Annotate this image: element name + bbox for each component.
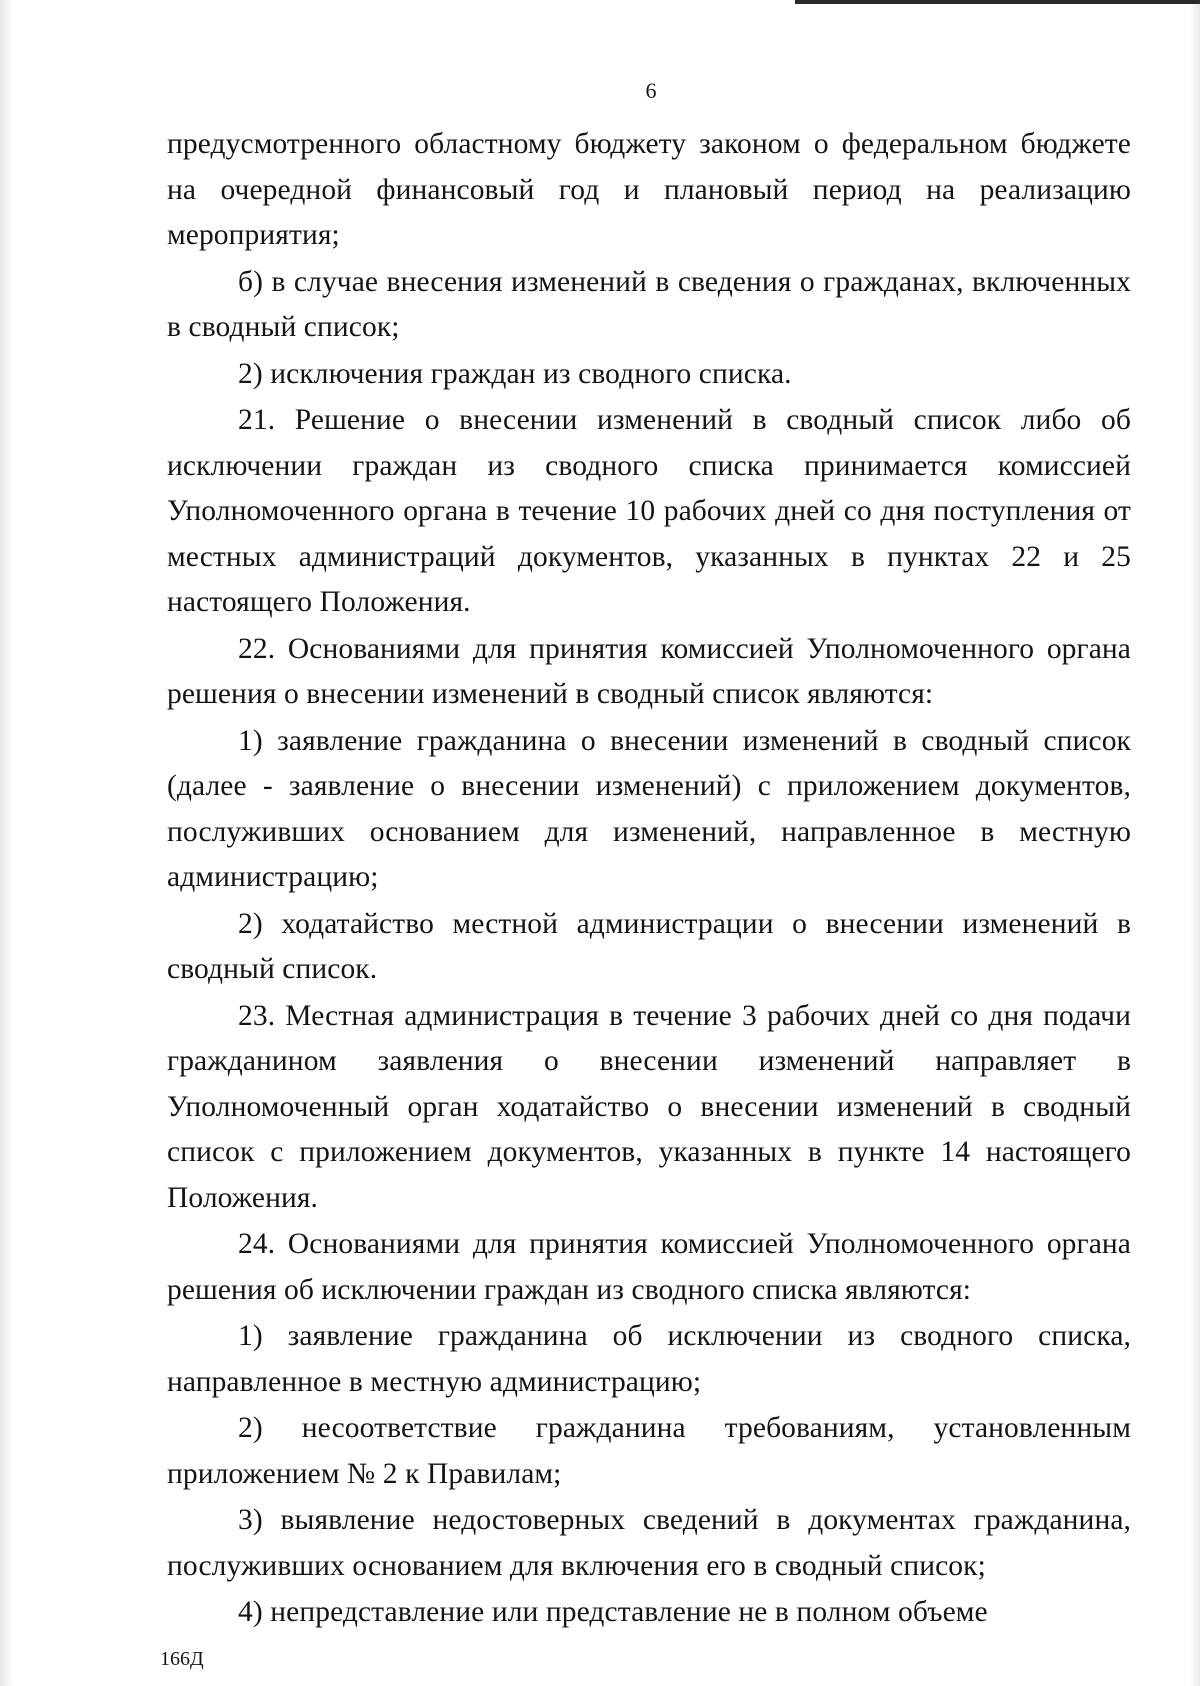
top-rule (795, 0, 1200, 4)
paragraph: 4) непредставление или представление не в полном объеме (238, 1596, 988, 1628)
scan-edge-left (0, 0, 14, 1686)
paragraph: 2) несоответствие гражданина требованиям, установленным приложением № 2 к Правилам; (167, 1412, 1131, 1490)
paragraph: 24. Основаниями для принятия комиссией Уполномоченного органа решения об исключении граждан из сводного списка являются: (167, 1228, 1131, 1306)
paragraph: 21. Решение о внесении изменений в сводный список либо об исключении граждан из сводного списка принимается комиссией Уполномоченного органа в течение 10 рабочих дней со дня поступления от местных администраций документов, указанных в пунктах 22 и 25 настоящего Положения. (167, 404, 1131, 618)
paragraph: 3) выявление недостоверных сведений в документах гражданина, послуживших основанием для включения его в сводный список; (167, 1504, 1131, 1582)
scan-edge-right (1190, 0, 1200, 1686)
paragraph: предусмотренного областному бюджету законом о федеральном бюджете на очередной финансовый год и плановый период на реализацию мероприятия; (167, 128, 1131, 251)
paragraph: 2) ходатайство местной администрации о внесении изменений в сводный список. (167, 907, 1131, 985)
document-body (167, 122, 1131, 1637)
paragraph: 22. Основаниями для принятия комиссией Уполномоченного органа решения о внесении изменений в сводный список являются: (167, 632, 1131, 710)
paragraph: 1) заявление гражданина о внесении изменений в сводный список (далее - заявление о внесении изменений) с приложением документов, послуживших основанием для изменений, направленное в местную администрацию; (167, 724, 1131, 893)
page-number: 6 (645, 78, 657, 103)
footer-code: 166Д (160, 1648, 204, 1670)
paragraph: 2) исключения граждан из сводного списка. (238, 357, 792, 390)
paragraph: б) в случае внесения изменений в сведения о гражданах, включенных в сводный список; (167, 265, 1131, 343)
paragraph: 23. Местная администрация в течение 3 рабочих дней со дня подачи гражданином заявления о внесении изменений направляет в Уполномоченный орган ходатайство о внесении изменений в сводный список с приложением документов, указанных в пункте 14 настоящего Положения. (167, 999, 1131, 1214)
paragraph: 1) заявление гражданина об исключении из сводного списка, направленное в местную администрацию; (167, 1320, 1131, 1398)
